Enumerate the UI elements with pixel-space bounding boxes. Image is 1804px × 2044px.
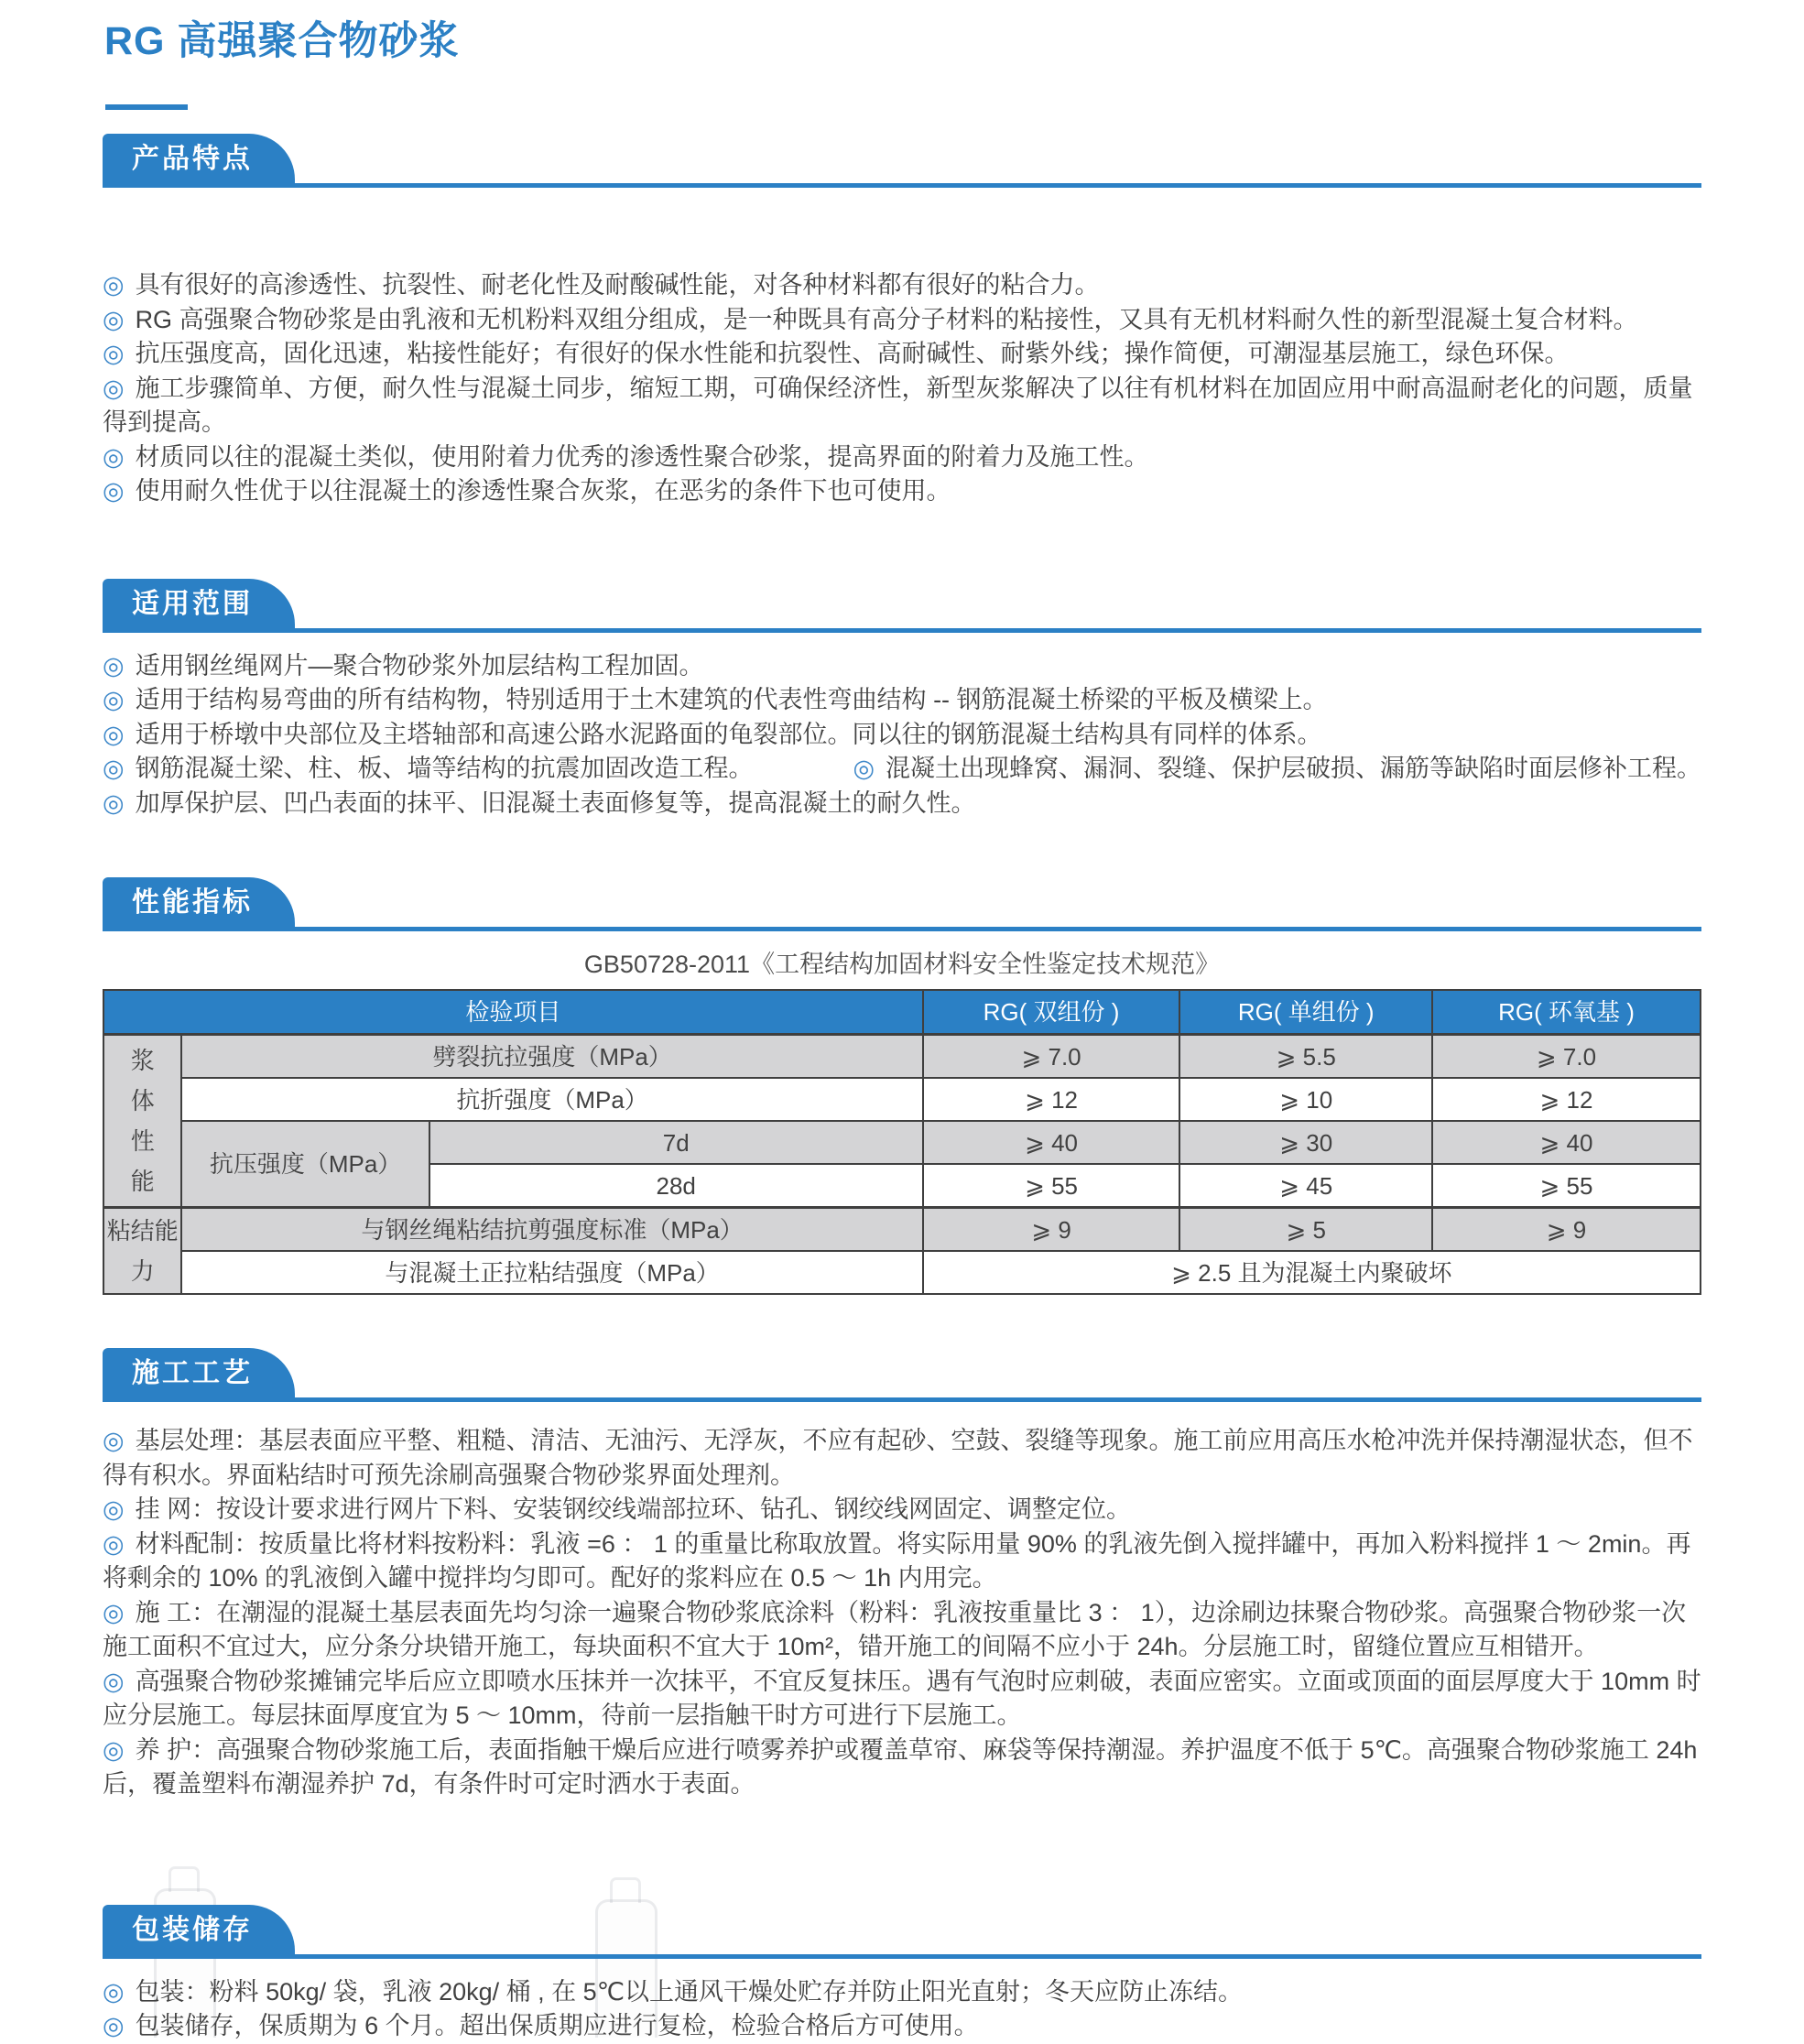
value-cell: ⩾ 9	[923, 1208, 1180, 1252]
section-badge-process: 施工工艺	[103, 1348, 295, 1397]
row-group-slurry-performance	[103, 1035, 181, 1208]
row-label: 抗折强度（MPa）	[181, 1078, 922, 1121]
bullet-icon: ◎	[103, 755, 125, 782]
row-label: 与混凝土正拉粘结强度（MPa）	[181, 1251, 922, 1294]
group-label-line: 能	[130, 1168, 155, 1195]
section-packaging	[103, 1905, 1701, 2044]
list-item-text: 适用于桥墩中央部位及主塔轴部和高速公路水泥路面的龟裂部位。同以往的钢筋混凝土结构具有同样的体系。	[135, 720, 1322, 748]
list-item-text: 适用钢丝绳网片—聚合物砂浆外加层结构工程加固。	[135, 651, 704, 680]
list-item-text: 包装储存，保质期为 6 个月。超出保质期应进行复检，检验合格后方可使用。	[135, 2012, 979, 2039]
list-item	[853, 752, 1701, 787]
section-header-rule	[103, 134, 1701, 188]
section-badge-packaging: 包装储存	[103, 1905, 295, 1954]
section-performance	[103, 877, 1701, 1295]
title-underline	[105, 104, 188, 110]
bullet-icon: ◎	[103, 788, 125, 817]
row-label-compressive: 抗压强度（MPa）	[181, 1121, 429, 1208]
list-item	[103, 1975, 1701, 2010]
bullet-icon: ◎	[103, 374, 125, 402]
col-header-item: 检验项目	[103, 990, 923, 1035]
group-label-line: 体	[130, 1087, 155, 1114]
table-header-row	[103, 990, 1701, 1035]
list-item	[103, 372, 1701, 440]
list-item	[103, 683, 1701, 718]
list-item-text: 挂 网：按设计要求进行网片下料、安装钢绞线端部拉环、钻孔、钢绞线网固定、调整定位。	[135, 1495, 1132, 1523]
value-cell-span: ⩾ 2.5 且为混凝土内聚破坏	[923, 1251, 1701, 1294]
list-item-text: 基层处理：基层表面应平整、粗糙、清洁、无油污、无浮灰，不应有起砂、空鼓、裂缝等现象。施工前应用高压水枪冲洗并保持潮湿状态，但不得有积水。界面粘结时可预先涂刷高强聚合物砂浆界面处理剂。	[103, 1427, 1693, 1489]
section-badge-performance: 性能指标	[103, 877, 295, 927]
bullet-icon: ◎	[103, 2012, 125, 2039]
bullet-icon: ◎	[853, 755, 875, 782]
section-badge-features: 产品特点	[103, 134, 295, 183]
row-label: 与钢丝绳粘结抗剪强度标准（MPa）	[181, 1208, 922, 1252]
list-item-text: 施 工：在潮湿的混凝土基层表面先均匀涂一遍聚合物砂浆底涂料（粉料：乳液按重量比 3 ： 1），边涂刷边抹聚合物砂浆。高强聚合物砂浆一次施工面积不宜过大，应分条分块错开施工，每块面积不宜大于 10m²，错开施工的间隔不应小于 24h。分层施工时，留缝位置应互相错开。	[103, 1598, 1687, 1660]
list-item	[103, 440, 1701, 475]
list-item	[103, 1734, 1701, 1802]
table-row	[103, 1121, 1701, 1164]
list-item	[103, 649, 1701, 684]
list-item	[103, 337, 1701, 372]
performance-table	[103, 989, 1701, 1295]
table-row	[103, 1078, 1701, 1121]
list-item-text: RG 高强聚合物砂浆是由乳液和无机粉料双组分组成，是一种既具有高分子材料的粘接性，又具有无机材料耐久性的新型混凝土复合材料。	[135, 305, 1638, 333]
list-item-text: 混凝土出现蜂窝、漏洞、裂缝、保护层破损、漏筋等缺陷时面层修补工程。	[886, 755, 1701, 782]
value-cell: ⩾ 30	[1179, 1121, 1432, 1164]
value-cell: ⩾ 55	[1432, 1164, 1701, 1208]
list-item-text: 养 护：高强聚合物砂浆施工后，表面指触干燥后应进行喷雾养护或覆盖草帘、麻袋等保持潮湿。养护温度不低于 5℃。高强聚合物砂浆施工 24h 后，覆盖塑料布潮湿养护 7d，有条件时可定时洒水于表面。	[103, 1735, 1698, 1798]
bullet-icon: ◎	[103, 1977, 125, 2006]
section-header-rule	[103, 579, 1701, 633]
value-cell: ⩾ 10	[1179, 1078, 1432, 1121]
bullet-icon: ◎	[103, 1667, 125, 1695]
value-cell: ⩾ 40	[1432, 1121, 1701, 1164]
list-item	[103, 1424, 1701, 1493]
col-header-rg-one-part: RG( 单组份 )	[1179, 990, 1432, 1035]
list-item	[103, 1596, 1701, 1665]
bullet-icon: ◎	[103, 720, 125, 748]
group-label-line: 浆	[130, 1047, 155, 1074]
row-label: 劈裂抗拉强度（MPa）	[181, 1035, 922, 1079]
value-cell: ⩾ 5	[1179, 1208, 1432, 1252]
group-label-line: 粘结能	[106, 1217, 179, 1245]
bullet-icon: ◎	[103, 1495, 125, 1523]
list-item	[103, 1528, 1701, 1596]
value-cell: ⩾ 5.5	[1179, 1035, 1432, 1079]
col-header-rg-epoxy: RG( 环氧基 )	[1432, 990, 1701, 1035]
list-item	[103, 474, 1701, 509]
bullet-icon: ◎	[103, 477, 125, 505]
table-row	[103, 1035, 1701, 1079]
bullet-icon: ◎	[103, 1427, 125, 1454]
row-group-bonding-capacity	[103, 1208, 181, 1295]
bullet-icon: ◎	[103, 1735, 125, 1764]
value-cell: ⩾ 12	[923, 1078, 1180, 1121]
bullet-icon: ◎	[103, 651, 125, 680]
list-item-text: 材料配制：按质量比将材料按粉料：乳液 =6 ： 1 的重量比称取放置。将实际用量 90% 的乳液先倒入搅拌罐中，再加入粉料搅拌 1 ～ 2min。再将剩余的 10% 的乳液倒入罐中搅拌均匀即可。配好的浆料应在 0.5 ～ 1h 内用完。	[103, 1529, 1691, 1592]
list-item	[103, 303, 1701, 338]
list-item-text: 高强聚合物砂浆摊铺完毕后应立即喷水压抹并一次抹平，不宜反复抹压。遇有气泡时应刺破，表面应密实。立面或顶面的面层厚度大于 10mm 时应分层施工。每层抹面厚度宜为 5 ～ 10mm，待前一层指触干时方可进行下层施工。	[103, 1667, 1701, 1729]
features-list	[103, 188, 1701, 509]
section-process	[103, 1348, 1701, 1802]
list-item	[103, 787, 1701, 821]
section-header-rule	[103, 1905, 1701, 1959]
group-label-line: 性	[130, 1127, 155, 1155]
section-badge-scope: 适用范围	[103, 579, 295, 628]
table-row	[103, 1251, 1701, 1294]
list-item	[103, 268, 1701, 303]
bullet-icon: ◎	[103, 305, 125, 333]
section-features	[103, 134, 1701, 509]
list-item-text: 钢筋混凝土梁、柱、板、墙等结构的抗震加固改造工程。	[135, 755, 754, 782]
list-item-text: 施工步骤简单、方便，耐久性与混凝土同步，缩短工期，可确保经济性，新型灰浆解决了以往有机材料在加固应用中耐高温耐老化的问题，质量得到提高。	[103, 374, 1693, 436]
process-list	[103, 1402, 1701, 1802]
value-cell: ⩾ 9	[1432, 1208, 1701, 1252]
value-cell: ⩾ 40	[923, 1121, 1180, 1164]
section-header-rule	[103, 877, 1701, 931]
section-header-rule	[103, 1348, 1701, 1402]
bullet-icon: ◎	[103, 442, 125, 471]
list-item	[103, 2009, 1701, 2044]
list-item-text: 适用于结构易弯曲的所有结构物，特别适用于土木建筑的代表性弯曲结构 -- 钢筋混凝土桥梁的平板及横梁上。	[135, 686, 1328, 713]
list-item-text: 加厚保护层、凹凸表面的抹平、旧混凝土表面修复等，提高混凝土的耐久性。	[135, 788, 976, 817]
value-cell: ⩾ 45	[1179, 1164, 1432, 1208]
packaging-list	[103, 1959, 1701, 2044]
list-item	[103, 1493, 1701, 1528]
sub-row-label: 28d	[429, 1164, 923, 1208]
group-label-line: 力	[130, 1257, 155, 1285]
value-cell: ⩾ 7.0	[923, 1035, 1180, 1079]
scope-list	[103, 633, 1701, 821]
list-item-text: 使用耐久性优于以往混凝土的渗透性聚合灰浆，在恶劣的条件下也可使用。	[135, 477, 951, 505]
value-cell: ⩾ 12	[1432, 1078, 1701, 1121]
list-item-text: 抗压强度高，固化迅速，粘接性能好；有很好的保水性能和抗裂性、高耐碱性、耐紫外线；操作简便，可潮湿基层施工，绿色环保。	[135, 340, 1570, 367]
bullet-icon: ◎	[103, 271, 125, 299]
table-row	[103, 1208, 1701, 1252]
sub-row-label: 7d	[429, 1121, 923, 1164]
section-scope	[103, 579, 1701, 821]
bullet-icon: ◎	[103, 1598, 125, 1626]
list-item	[103, 1665, 1701, 1734]
list-item-double	[103, 752, 1701, 787]
value-cell: ⩾ 55	[923, 1164, 1180, 1208]
list-item	[103, 718, 1701, 753]
col-header-rg-two-part: RG( 双组份 )	[923, 990, 1180, 1035]
list-item-text: 具有很好的高渗透性、抗裂性、耐老化性及耐酸碱性能，对各种材料都有很好的粘合力。	[135, 271, 1100, 299]
value-cell: ⩾ 7.0	[1432, 1035, 1701, 1079]
table-caption: GB50728-2011《工程结构加固材料安全性鉴定技术规范》	[583, 951, 1221, 978]
list-item	[103, 752, 754, 787]
page-title: RG 高强聚合物砂浆	[104, 19, 460, 63]
bullet-icon: ◎	[103, 1529, 125, 1558]
list-item-text: 包装：粉料 50kg/ 袋，乳液 20kg/ 桶 , 在 5℃以上通风干燥处贮存并防止阳光直射；冬天应防止冻结。	[135, 1977, 1244, 2006]
bullet-icon: ◎	[103, 686, 125, 713]
list-item-text: 材质同以往的混凝土类似，使用附着力优秀的渗透性聚合砂浆，提高界面的附着力及施工性。	[135, 442, 1149, 471]
bullet-icon: ◎	[103, 340, 125, 367]
